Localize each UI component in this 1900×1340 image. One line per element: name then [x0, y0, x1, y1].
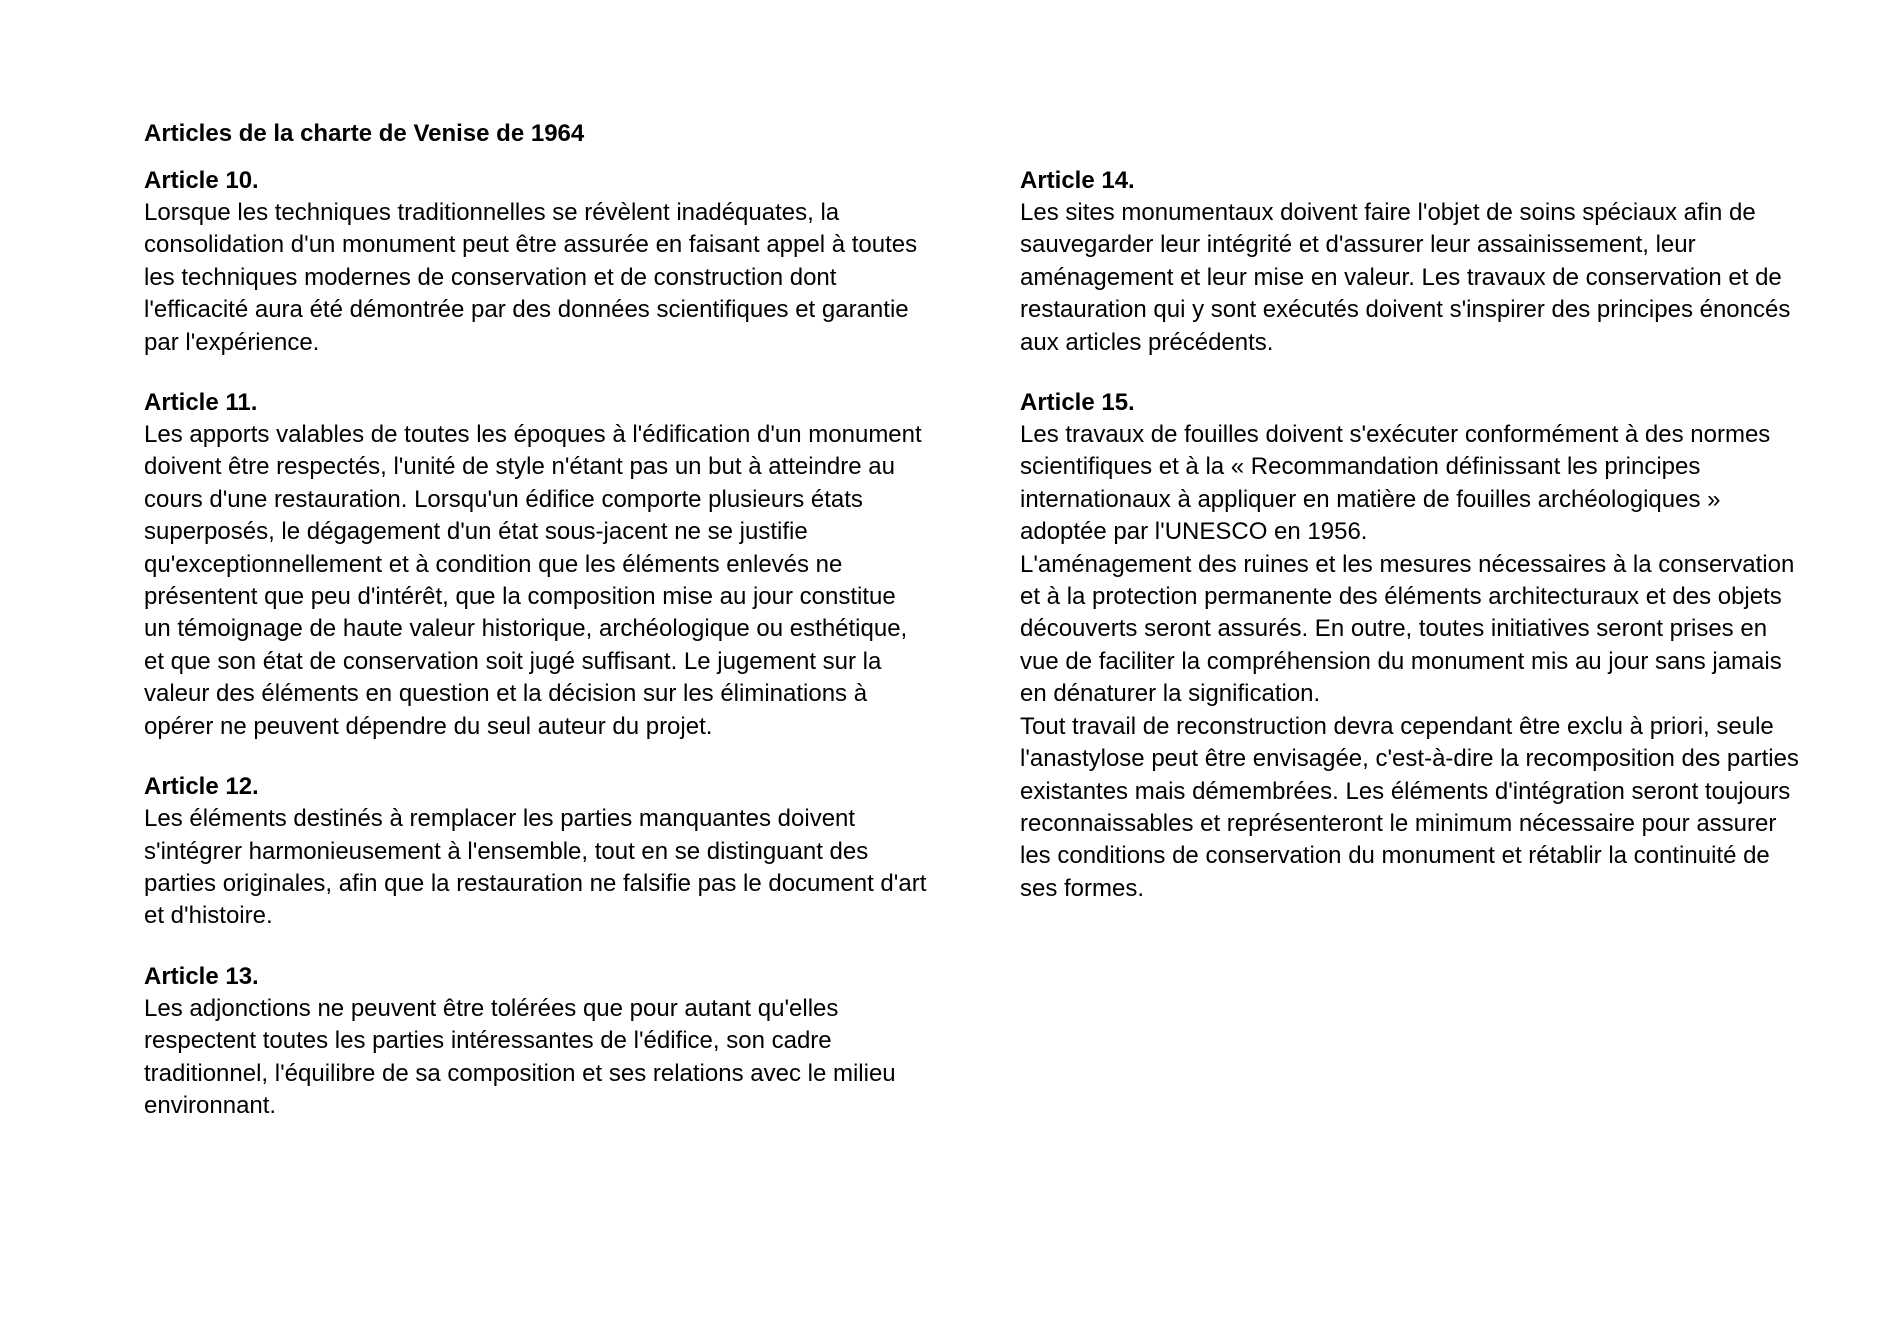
article-text-line: présentent que peu d'intérêt, que la composition mise au jour constitue: [144, 583, 896, 611]
article-text-line: restauration qui y sont exécutés doivent s'inspirer des principes énoncés: [1020, 296, 1791, 324]
article-text-line: Les éléments destinés à remplacer les parties manquantes doivent: [144, 805, 856, 833]
article-text-line: l'efficacité aura été démontrée par des données scientifiques et garantie: [144, 296, 909, 324]
article-text-line: scientifiques et à la « Recommandation définissant les principes: [1020, 453, 1701, 481]
article-text-line: Tout travail de reconstruction devra cependant être exclu à priori, seule: [1020, 712, 1774, 740]
article-text-line: et d'histoire.: [144, 902, 273, 930]
article-text-line: Les apports valables de toutes les époques à l'édification d'un monument: [144, 421, 922, 449]
article-text-line: environnant.: [144, 1091, 277, 1119]
article-text-line: sauvegarder leur intégrité et d'assurer leur assainissement, leur: [1020, 231, 1696, 259]
article-text-line: s'intégrer harmonieusement à l'ensemble, tout en se distinguant des: [144, 837, 869, 865]
article-text-line: opérer ne peuvent dépendre du seul auteur du projet.: [144, 712, 713, 740]
article-text-line: aux articles précédents.: [1020, 328, 1274, 356]
article-14: [1020, 165, 1868, 359]
article-text-line: Les travaux de fouilles doivent s'exécuter conformément à des normes: [1020, 421, 1771, 449]
article-text-line: reconnaissables et représenteront le minimum nécessaire pour assurer: [1020, 809, 1777, 837]
article-text-line: vue de faciliter la compréhension du monument mis au jour sans jamais: [1020, 647, 1782, 675]
article-text-line: en dénaturer la signification.: [1020, 680, 1321, 708]
article-text-line: les conditions de conservation du monument et rétablir la continuité de: [1020, 842, 1770, 870]
article-text-line: aménagement et leur mise en valeur. Les travaux de conservation et de: [1020, 263, 1782, 291]
article-heading: Article 15.: [1020, 389, 1135, 417]
article-text-line: qu'exceptionnellement et à condition que les éléments enlevés ne: [144, 550, 843, 578]
article-text-line: L'aménagement des ruines et les mesures nécessaires à la conservation: [1020, 550, 1795, 578]
article-text-line: internationaux à appliquer en matière de fouilles archéologiques »: [1020, 485, 1721, 513]
article-15: [1020, 387, 1868, 905]
article-heading: Article 13.: [144, 962, 259, 990]
article-text-line: Les adjonctions ne peuvent être tolérées que pour autant qu'elles: [144, 994, 839, 1022]
right-column: [1020, 165, 1868, 933]
article-text-line: découverts seront assurés. En outre, toutes initiatives seront prises en: [1020, 615, 1768, 643]
article-text-line: les techniques modernes de conservation et de construction dont: [144, 263, 837, 291]
article-text-line: parties originales, afin que la restauration ne falsifie pas le document d'art: [144, 869, 927, 897]
article-heading: Article 14.: [1020, 167, 1135, 194]
article-text-line: valeur des éléments en question et la décision sur les éliminations à: [144, 680, 868, 708]
article-text-line: un témoignage de haute valeur historique, archéologique ou esthétique,: [144, 615, 908, 643]
article-text-line: superposés, le dégagement d'un état sous-jacent ne se justifie: [144, 518, 808, 546]
article-text-line: Lorsque les techniques traditionnelles se révèlent inadéquates, la: [144, 199, 840, 226]
article-text-line: par l'expérience.: [144, 328, 320, 356]
article-13: [144, 961, 994, 1123]
article-text-line: Les sites monumentaux doivent faire l'objet de soins spéciaux afin de: [1020, 199, 1756, 226]
article-text-line: et que son état de conservation soit jugé suffisant. Le jugement sur la: [144, 647, 882, 675]
article-text-line: traditionnel, l'équilibre de sa composition et ses relations avec le milieu: [144, 1059, 896, 1087]
article-heading: Article 11.: [144, 389, 258, 417]
article-heading: Article 12.: [144, 773, 259, 801]
article-text-line: ses formes.: [1020, 874, 1145, 902]
document-title: Articles de la charte de Venise de 1964: [144, 120, 585, 147]
article-text-line: cours d'une restauration. Lorsqu'un édifice comporte plusieurs états: [144, 485, 863, 513]
article-text-line: consolidation d'un monument peut être assurée en faisant appel à toutes: [144, 231, 918, 259]
article-text-line: existantes mais démembrées. Les éléments d'intégration seront toujours: [1020, 777, 1791, 805]
left-column: [144, 165, 994, 1150]
article-heading: Article 10.: [144, 167, 259, 194]
article-text-line: adoptée par l'UNESCO en 1956.: [1020, 518, 1368, 546]
article-10: [144, 165, 994, 359]
article-11: [144, 387, 994, 743]
article-12: [144, 771, 994, 933]
article-text-line: et à la protection permanente des éléments architecturaux et des objets: [1020, 583, 1782, 611]
article-text-line: l'anastylose peut être envisagée, c'est-à-dire la recomposition des parties: [1020, 745, 1799, 773]
article-text-line: doivent être respectés, l'unité de style n'étant pas un but à atteindre au: [144, 453, 895, 481]
article-text-line: respectent toutes les parties intéressantes de l'édifice, son cadre: [144, 1027, 832, 1055]
